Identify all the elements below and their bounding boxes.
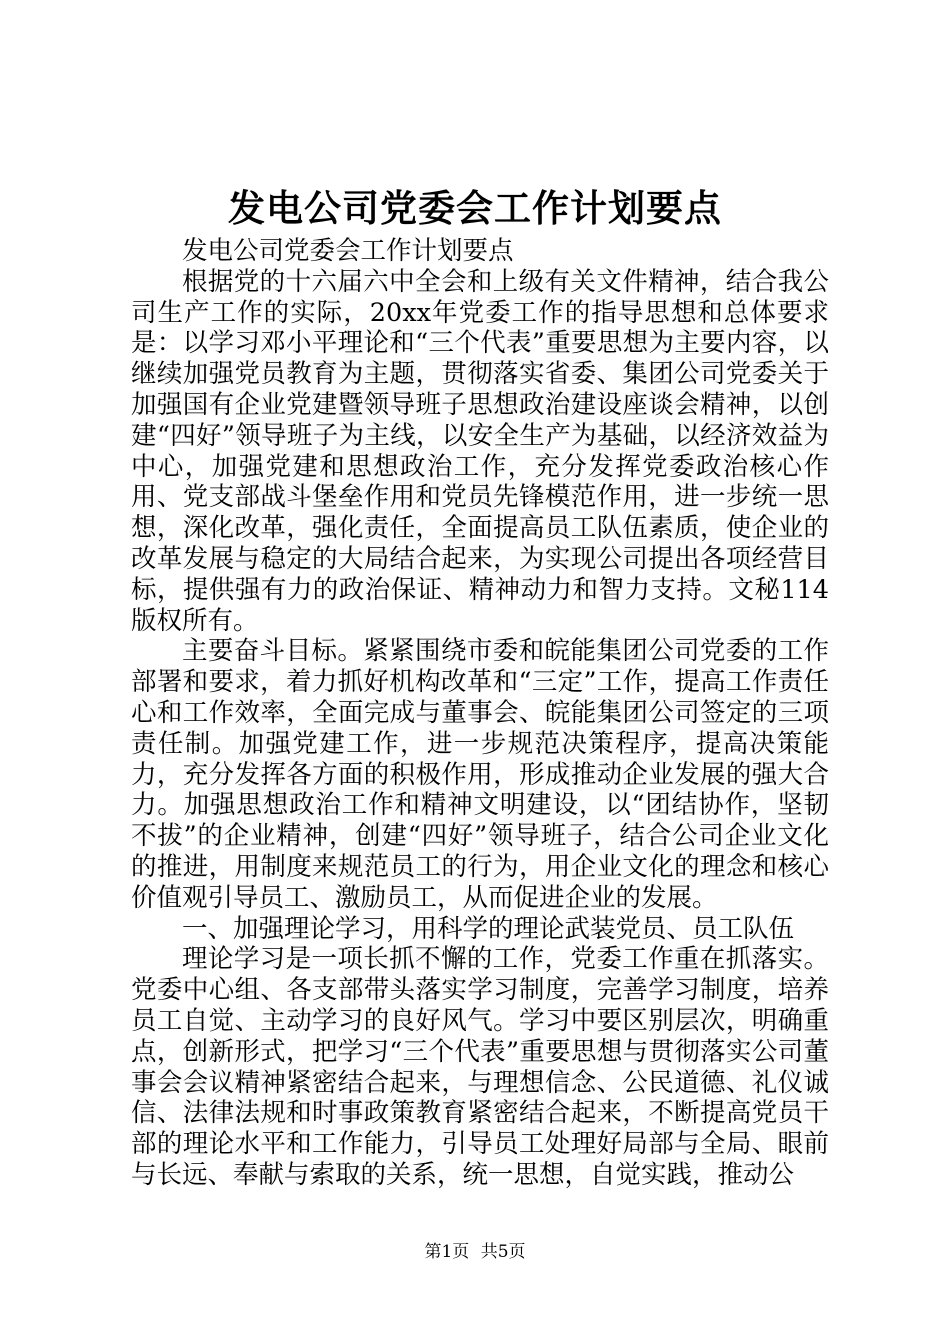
page-footer [0,1240,950,1264]
paragraph-main-goals: 主要奋斗目标。紧紧围绕市委和皖能集团公司党委的工作部署和要求，着力抓好机构改革和“三定”工作，提高工作责任心和工作效率，全面完成与董事会、皖能集团公司签定的三项责任制。加强党建工作，进一步规范决策程序，提高决策能力，充分发挥各方面的积极作用，形成推动企业发展的强大合力。加强思想政治工作和精神文明建设，以“团结协作，坚韧不拔”的企业精神，创建“四好”领导班子，结合公司企业文化的推进，用制度来规范员工的行为，用企业文化的理念和核心价值观引导员工、激励员工，从而促进企业的发展。 [131,636,829,913]
paragraph-theory-study: 理论学习是一项长抓不懈的工作，党委工作重在抓落实。党委中心组、各支部带头落实学习制度，完善学习制度，培养员工自觉、主动学习的良好风气。学习中要区别层次，明确重点，创新形式，把学习“三个代表”重要思想与贯彻落实公司董事会会议精神紧密结合起来，与理想信念、公民道德、礼仪诚信、法律法规和时事政策教育紧密结合起来，不断提高党员干部的理论水平和工作能力，引导员工处理好局部与全局、眼前与长远、奉献与索取的关系，统一思想，自觉实践，推动公 [131,944,829,1190]
document-body [131,236,829,1191]
document-title: 发电公司党委会工作计划要点 [228,186,722,230]
paragraph-subtitle: 发电公司党委会工作计划要点 [182,236,514,266]
page-number: 第1页 [424,1242,470,1262]
section-heading-theory-study: 一、加强理论学习，用科学的理论武装党员、员工队伍 [182,913,795,944]
page-total: 共5页 [480,1242,526,1262]
paragraph-guiding-thought: 根据党的十六届六中全会和上级有关文件精神，结合我公司生产工作的实际，20xx年党委工作的指导思想和总体要求是：以学习邓小平理论和“三个代表”重要思想为主要内容，以继续加强党员教育为主题，贯彻落实省委、集团公司党委关于加强国有企业党建暨领导班子思想政治建设座谈会精神，以创建“四好”领导班子为主线，以安全生产为基础，以经济效益为中心，加强党建和思想政治工作，充分发挥党委政治核心作用、党支部战斗堡垒作用和党员先锋模范作用，进一步统一思想，深化改革，强化责任，全面提高员工队伍素质，使企业的改革发展与稳定的大局结合起来，为实现公司提出各项经营目标，提供强有力的政治保证、精神动力和智力支持。文秘114版权所有。 [131,266,829,636]
